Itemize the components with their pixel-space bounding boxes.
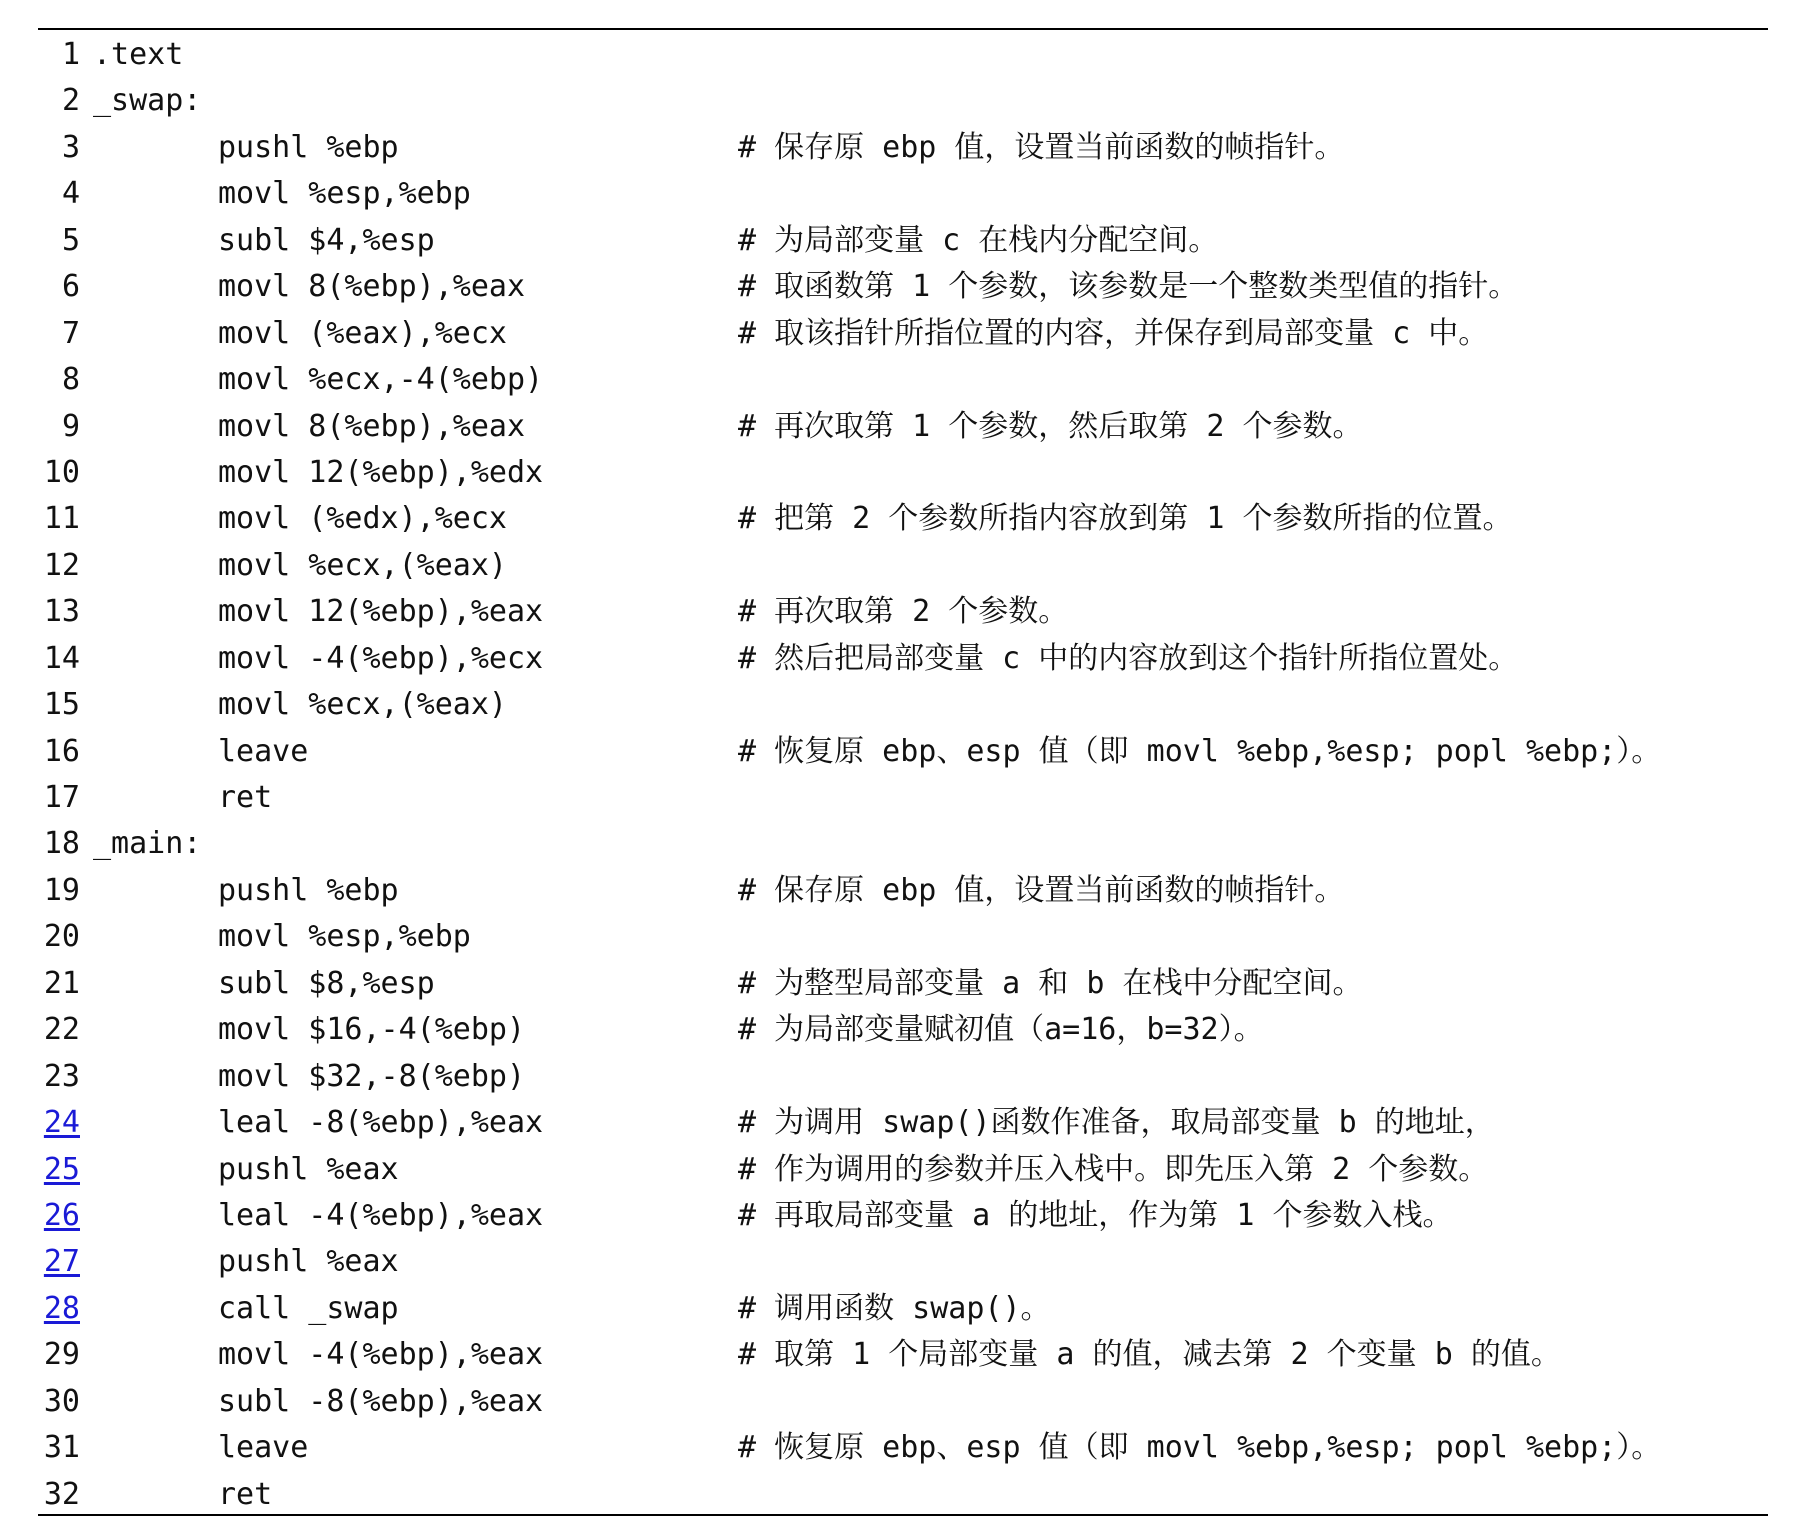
code-comment: # 把第 2 个参数所指内容放到第 1 个参数所指的位置。 [738,501,1513,537]
line-number: 20 [43,919,80,955]
code-instruction: movl %ecx,(%eax) [218,547,507,583]
code-instruction: movl (%edx),%ecx [218,501,507,537]
line-number: 2 [61,83,80,119]
code-comment: # 取第 1 个局部变量 a 的值，减去第 2 个变量 b 的值。 [738,1337,1561,1373]
code-line [0,1193,1808,1239]
code-instruction: leave [218,1430,309,1466]
code-instruction: subl $4,%esp [218,222,435,258]
code-comment: # 取该指针所指位置的内容，并保存到局部变量 c 中。 [738,315,1489,351]
code-line [0,961,1808,1007]
line-number: 19 [43,872,80,908]
line-number-link[interactable]: 27 [43,1244,80,1280]
code-line [0,404,1808,450]
code-line [0,78,1808,124]
line-number: 29 [43,1337,80,1373]
code-instruction: movl %esp,%ebp [218,919,471,955]
line-number: 23 [43,1058,80,1094]
code-instruction: pushl %eax [218,1244,399,1280]
code-instruction: leal -8(%ebp),%eax [218,1105,544,1141]
code-line [0,868,1808,914]
code-line [0,1332,1808,1378]
code-instruction: leal -4(%ebp),%eax [218,1197,544,1233]
code-line [0,1286,1808,1332]
line-number-link[interactable]: 28 [43,1290,80,1326]
line-number: 16 [43,733,80,769]
code-comment: # 为局部变量赋初值（a=16，b=32）。 [738,1012,1264,1048]
line-number: 7 [61,315,80,351]
line-number-link[interactable]: 26 [43,1197,80,1233]
code-instruction: movl %ecx,-4(%ebp) [218,362,544,398]
line-number: 8 [61,362,80,398]
code-instruction: subl -8(%ebp),%eax [218,1383,544,1419]
code-label: .text [93,37,184,72]
code-comment: # 保存原 ebp 值，设置当前函数的帧指针。 [738,872,1345,908]
line-number-link[interactable]: 24 [43,1105,80,1141]
code-instruction: movl -4(%ebp),%eax [218,1337,544,1373]
code-comment: # 恢复原 ebp、esp 值（即 movl %ebp,%esp; popl %ebp;）。 [738,1430,1662,1466]
code-line [0,1100,1808,1146]
code-comment: # 为调用 swap()函数作准备，取局部变量 b 的地址， [738,1105,1495,1141]
code-line [0,171,1808,217]
code-comment: # 再次取第 2 个参数。 [738,594,1069,630]
code-line [0,496,1808,542]
code-instruction: movl 8(%ebp),%eax [218,408,526,444]
line-number: 11 [43,501,80,537]
code-line [0,543,1808,589]
code-instruction: movl 12(%ebp),%edx [218,454,544,490]
code-instruction: pushl %ebp [218,872,399,908]
assembly-listing [0,32,1808,1518]
line-number-link[interactable]: 25 [43,1151,80,1187]
line-number: 31 [43,1430,80,1466]
line-number: 9 [61,408,80,444]
code-comment: # 再次取第 1 个参数，然后取第 2 个参数。 [738,408,1363,444]
code-instruction: movl $32,-8(%ebp) [218,1058,526,1094]
code-line [0,1147,1808,1193]
code-line [0,1239,1808,1285]
code-instruction: movl %ecx,(%eax) [218,687,507,723]
code-label: _swap: [93,83,202,119]
line-number: 18 [43,826,80,862]
bottom-rule [38,1514,1768,1516]
line-number: 17 [43,780,80,815]
code-comment: # 作为调用的参数并压入栈中。即先压入第 2 个参数。 [738,1151,1489,1187]
code-line [0,1472,1808,1518]
code-line [0,914,1808,960]
line-number: 5 [61,222,80,258]
line-number: 30 [43,1383,80,1419]
line-number: 13 [43,594,80,630]
code-instruction: pushl %ebp [218,129,399,165]
line-number: 3 [61,129,80,165]
code-line [0,821,1808,867]
code-instruction: movl $16,-4(%ebp) [218,1012,526,1048]
code-line [0,311,1808,357]
code-instruction: subl $8,%esp [218,965,435,1001]
code-line [0,1007,1808,1053]
line-number: 6 [61,269,80,305]
code-line [0,589,1808,635]
top-rule [38,28,1768,30]
code-line [0,1425,1808,1471]
line-number: 14 [43,640,80,676]
code-line [0,32,1808,78]
line-number: 12 [43,547,80,583]
code-line [0,1379,1808,1425]
code-comment: # 保存原 ebp 值，设置当前函数的帧指针。 [738,129,1345,165]
line-number: 22 [43,1012,80,1048]
code-instruction: call _swap [218,1290,399,1326]
code-instruction: ret [218,780,273,815]
line-number: 4 [61,176,80,212]
code-comment: # 调用函数 swap()。 [738,1290,1051,1326]
code-line [0,450,1808,496]
code-line [0,1054,1808,1100]
code-line [0,775,1808,821]
code-line [0,682,1808,728]
code-comment: # 为局部变量 c 在栈内分配空间。 [738,222,1219,258]
code-instruction: movl 8(%ebp),%eax [218,269,526,305]
code-line [0,218,1808,264]
code-instruction: movl 12(%ebp),%eax [218,594,544,630]
code-line [0,636,1808,682]
code-line [0,125,1808,171]
code-line [0,264,1808,310]
code-comment: # 取函数第 1 个参数，该参数是一个整数类型值的指针。 [738,269,1519,305]
code-instruction: ret [218,1476,273,1512]
line-number: 15 [43,687,80,723]
code-line [0,357,1808,403]
line-number: 32 [43,1476,80,1512]
code-label: _main: [93,826,202,862]
line-number: 1 [61,37,80,72]
code-comment: # 然后把局部变量 c 中的内容放到这个指针所指位置处。 [738,640,1519,676]
code-line [0,729,1808,775]
code-instruction: movl %esp,%ebp [218,176,471,212]
code-comment: # 为整型局部变量 a 和 b 在栈中分配空间。 [738,965,1363,1001]
code-instruction: pushl %eax [218,1151,399,1187]
code-instruction: leave [218,733,309,769]
line-number: 21 [43,965,80,1001]
line-number: 10 [43,454,80,490]
code-instruction: movl -4(%ebp),%ecx [218,640,544,676]
code-comment: # 再取局部变量 a 的地址，作为第 1 个参数入栈。 [738,1197,1453,1233]
code-instruction: movl (%eax),%ecx [218,315,507,351]
code-comment: # 恢复原 ebp、esp 值（即 movl %ebp,%esp; popl %ebp;）。 [738,733,1662,769]
